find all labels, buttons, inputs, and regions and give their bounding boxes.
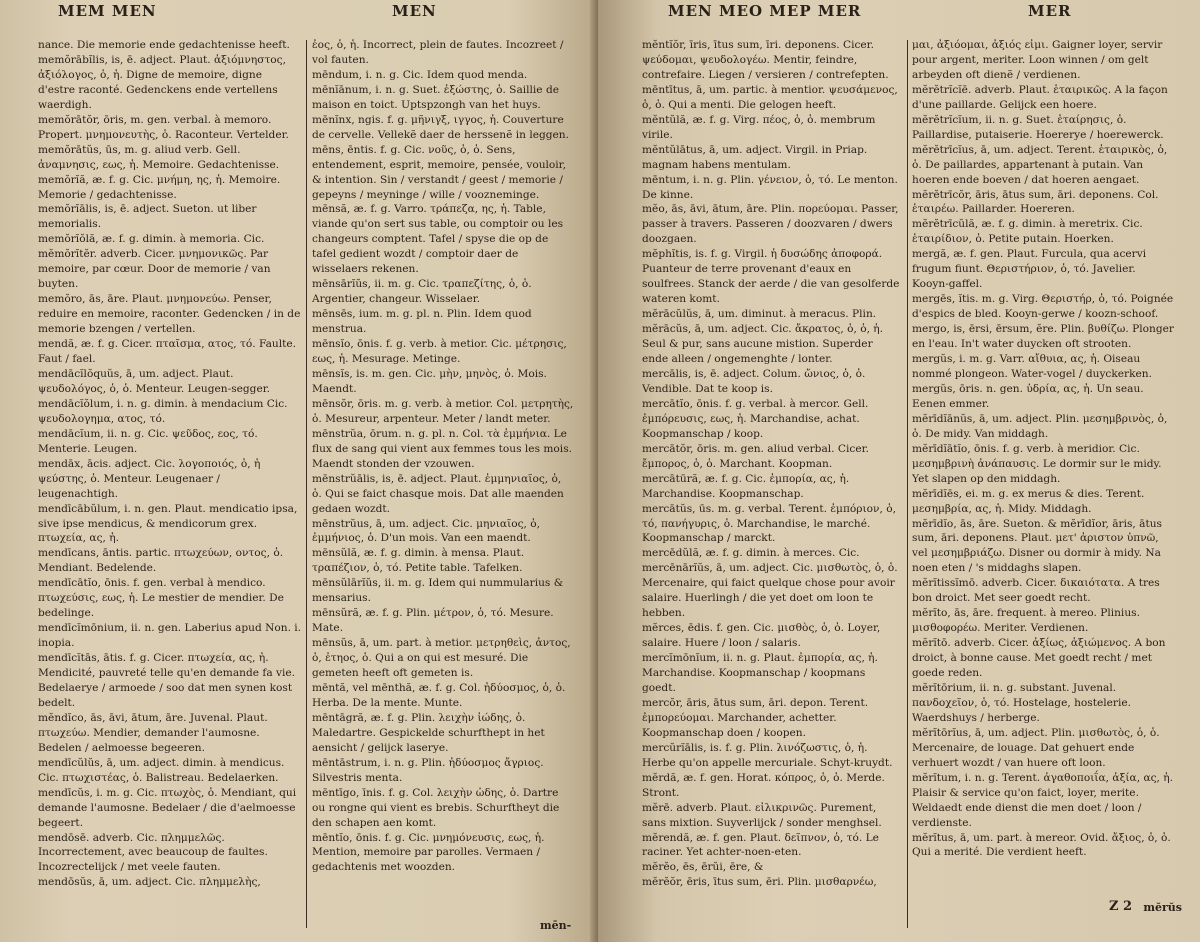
dictionary-entry: mĕrĕtrĭcĭē. adverb. Plaut. ἑταιρικῶς. A la façon d'une paillarde. Gelijck een hoere. (912, 83, 1168, 111)
dictionary-entry: mēnsēs, ium. m. g. pl. n. Plin. Idem quod menstrua. (312, 308, 532, 336)
dictionary-entry: mercātŭs, ūs. m. g. verbal. Terent. ἐμπόριον, ὁ, τό, πανήγυρις, ὁ. Marchandise, le marché. Koopmanschap / marckt. (642, 502, 896, 545)
dictionary-entry: mĕrīdĭānŭs, ā, um. adject. Plin. μεσημβρινὸς, ὁ, ὁ. De midy. Van middagh. (912, 412, 1168, 440)
dictionary-entry: mĕrĕtrīcŭlă, æ. f. g. dimin. à meretrix. Cic. ἑταιρίδιον, ὁ. Petite putain. Hoerken. (912, 218, 1143, 246)
dictionary-entry: mĕrācŭlŭs, ā, um. diminut. à meracus. Plin. (642, 308, 877, 321)
dictionary-entry: mĕrīdĭēs, ei. m. g. ex merus & dies. Terent. μεσημβρία, ας, ἡ. Midy. Middagh. (912, 487, 1145, 515)
column-rule (306, 40, 307, 928)
dictionary-entry: mĕrĭtōrĭus, ā, um. adject. Plin. μισθωτὸς, ὁ, ὁ. Mercenaire, de louage. Dat gehuert ende verhuert wozdt / van huere oft loon. (912, 726, 1160, 769)
dictionary-entry: mĕrĭtō. adverb. Cicer. ἀξίως, ἀξιώμενος. A bon droict, à bonne cause. Met goedt recht / met goede reden. (912, 637, 1166, 680)
dictionary-entry: mercēnārĭŭs, ā, um. adject. Cic. μισθωτὸς, ὁ, ὁ. Mercenaire, qui faict quelque chose pour avoir salaire. Huerlingh / die yet doet om loon te hebben. (642, 562, 898, 620)
dictionary-entry: mendāx, ācis. adject. Cic. λογοποιός, ὁ, ἡ ψεύστης, ὁ. Menteur. Leugenaer / leugenachtigh. (38, 457, 261, 500)
dictionary-entry: mercātĭo, ōnis. f. g. verbal. à mercor. Gell. ἐμπόρευσις, εως, ἡ. Marchandise, achat. Koopmanschap / koop. (642, 397, 869, 440)
dictionary-entry: mendīcātĭo, ōnis. f. gen. verbal à mendico. πτωχεύσις, εως, ἡ. Le mestier de mendier. De bedelinge. (38, 577, 284, 620)
dictionary-entry: mendācĭum, ii. n. g. Cic. ψεῦδος, εος, τό. Menterie. Leugen. (38, 427, 258, 455)
dictionary-entry: mergēs, ĭtis. m. g. Virg. Θεριστήρ, ὁ, τό. Poignée d'espics de bled. Kooyn-gerwe / koozn-schoof. (912, 293, 1174, 321)
dictionary-entry: mēntītus, ā, um. partic. à mentior. ψευσάμενος, ὁ, ὁ. Qui a menti. Die gelogen heeft. (642, 83, 898, 111)
left-running-head-1: MEM MEN (58, 2, 157, 20)
dictionary-entry: mēnsă, æ. f. g. Varro. τράπεζα, ης, ἡ. Table, viande qu'on sert sus table, ou comptoir ou les changeurs comptent. Tafel / spyse die op de tafel gedient wozdt / comptoir daer de wisselaers rekenen. (312, 203, 564, 276)
dictionary-entry: mĕrdă, æ. f. gen. Horat. κόπρος, ὁ, ὁ. Merde. Stront. (642, 771, 885, 799)
dictionary-entry: mendīcĭtās, ātis. f. g. Cicer. πτωχεία, ας, ἡ. Mendicité, pauvreté telle qu'en demande fa vie. Bedelaerye / armoede / soo dat men synen kost bedelt. (38, 652, 296, 709)
dictionary-entry: mĕntŭlă, æ. f. g. Virg. πέος, ὁ, ὁ. membrum virile. (642, 113, 876, 141)
left-column-1 (38, 38, 302, 934)
dictionary-entry: memŏrātŏr, ōris, m. gen. verbal. à memoro. Propert. μνημονευτὴς, ὁ. Raconteur. Vertelder. (38, 113, 289, 141)
right-running-head-2: MER (1028, 2, 1072, 20)
dictionary-entry: mĕrces, ēdis. f. gen. Cic. μισθὸς, ὁ, ὁ. Loyer, salaire. Huere / loon / salaris. (642, 622, 881, 650)
dictionary-entry: mĕrĕo, ēs, ērŭi, ēre, & (642, 861, 764, 874)
dictionary-entry: mēnsŭs, ā, um. part. à metior. μετρηθεὶς, ἀντος, ὁ, ἐτηος, ὁ. Qui a on qui est mesuré. Die gemeten heeft oft gemeten is. (312, 637, 571, 680)
right-catchword: mĕrŭs (1143, 901, 1182, 914)
dictionary-entry: nance. Die memorie ende gedachtenisse heeft. (38, 39, 290, 51)
dictionary-entry: mĕntŭlātus, ā, um. adject. Virgil. in Priap. magnam habens mentulam. (642, 143, 868, 171)
dictionary-entry: mēntāstrum, i. n. g. Plin. ἡδύοσμος ἄγριος. Silvestris menta. (312, 756, 544, 784)
dictionary-entry: mĕrācŭs, ā, um. adject. Cic. ἄκρατος, ὁ, ὁ, ἡ. Seul & pur, sans aucune mistion. Superder ende alleen / ongemenghte / lonter. (642, 323, 884, 366)
dictionary-entry: memŏrĭŏlă, æ. f. g. dimin. à memoria. Cic. (38, 233, 265, 246)
dictionary-entry: mĕrĭtum, i. n. g. Terent. ἀγαθοποιΐα, ἀξία, ας, ἡ. Plaisir & service qu'on faict, loyer, merite. Weldaedt ende dienst die men doet / loon / verdienste. (912, 771, 1173, 829)
dictionary-entry: mergŭs, i. m. g. Varr. αἴθυια, ας, ἡ. Oiseau nommé plongeon. Water-vogel / duyckerken. (912, 353, 1152, 380)
dictionary-entry: memŏrābĭlis, is, ē. adject. Plaut. ἀξιόμνηστος, ἀξιόλογος, ὁ, ἡ. Digne de memoire, digne d'estre raconté. Gedenckens ende vertellens waerdigh. (38, 53, 286, 111)
right-page (598, 0, 1200, 942)
dictionary-entry: memŏrātŭs, ūs, m. g. aliud verb. Gell. ἀναμνησις, εως, ἡ. Memoire. Gedachtenisse. (38, 143, 280, 171)
dictionary-entry: mĕrīdĭātĭo, ōnis. f. g. verb. à meridior. Cic. μεσημβρινὴ ἀνάπαυσις. Le dormir sur le midy. Yet slapen op den middagh. (912, 442, 1162, 485)
dictionary-entry: μαι, ἀξιόομαι, ἀξιός εἰμι. Gaigner loyer, servir pour argent, meriter. Loon winnen / om gelt arbeyden oft dienẽ / verdienen. (912, 39, 1163, 81)
dictionary-entry: mēnsŭră, æ. f. g. Plin. μέτρον, ὁ, τό. Mesure. Mate. (312, 607, 554, 635)
dictionary-entry: mēntă, vel mēnthă, æ. f. g. Col. ἡδύοσμος, ὁ, ὁ. Herba. De la mente. Munte. (312, 681, 566, 709)
dictionary-entry: mēnsŏr, ōris. m. g. verb. à metior. Col. μετρητὴς, ὁ. Mesureur, arpenteur. Meter / landt meter. (312, 397, 574, 425)
dictionary-entry: mĕrĭtissĭmō. adverb. Cicer. δικαιότατα. A tres bon droict. Met seer goedt recht. (912, 577, 1160, 605)
dictionary-entry: mĕrendă, æ. f. gen. Plaut. δεῖπνον, ὁ, τό. Le raciner. Yet achter-noen-eten. (642, 831, 879, 859)
dictionary-entry: mĕrĭtus, ā, um. part. à mereor. Ovid. ἄξιος, ὁ, ὁ. Qui a merité. Die verdient heeft. (912, 831, 1171, 859)
dictionary-entry: mercŭrĭālis, is. f. g. Plin. λινόζωστις, ὁ, ἡ. Herbe qu'on appelle mercuriale. Schyt-kruydt. (642, 741, 893, 769)
dictionary-entry: mercātŏr, ōris. m. gen. aliud verbal. Cicer. ἔμπορος, ὁ, ὁ. Marchant. Koopman. (642, 442, 869, 470)
dictionary-entry: mĕntĭŏr, īris, ītus sum, īri. deponens. Cicer. ψεύδομαι, ψευδολογέω. Mentir, feindre, contrefaire. Liegen / versieren / contrefepten. (642, 39, 889, 81)
left-page (0, 0, 598, 942)
dictionary-entry: mercālis, is, ē. adject. Colum. ὤνιος, ὁ, ὁ. Vendible. Dat te koop is. (642, 367, 866, 395)
dictionary-entry: mēnstrŭālis, is, ē. adject. Plaut. ἐμμηνιαῖος, ὁ, ὁ. Qui se faict chasque mois. Dat alle maenden gedaen wozdt. (312, 472, 564, 515)
dictionary-entry: mendīcŭs, i. m. g. Cic. πτωχὸς, ὁ. Mendiant, qui demande l'aumosne. Bedelaer / die d'aelmoesse begeert. (38, 786, 297, 829)
dictionary-entry: mĕrĕtrĭcĭum, ii. n. g. Suet. ἑταίρησις, ὁ. Paillardise, putaiserie. Hoererye / hoerewerck. (912, 113, 1164, 141)
dictionary-entry: mĕrĕŏr, ēris, ītus sum, ēri. Plin. μισθαρνέω, (642, 876, 877, 889)
dictionary-entry: mendīcŭlŭs, ā, um. adject. dimin. à mendicus. Cic. πτωχιστέας, ὁ. Balistreau. Bedelaerken. (38, 756, 285, 784)
dictionary-entry: mercātūră, æ. f. g. Cic. ἐμπορία, ας, ἡ. Marchandise. Koopmanschap. (642, 472, 850, 500)
dictionary-entry: mendīcĭmōnium, ii. n. gen. Laberius apud Non. i. inopia. (38, 622, 302, 650)
dictionary-entry: mēnĭānum, i. n. g. Suet. ἐξώστης, ὁ. Saillie de maison en toict. Uptspzongh van het huys. (312, 83, 559, 111)
dictionary-entry: memŏro, ās, āre. Plaut. μνημονεύω. Penser, reduire en memoire, raconter. Gedencken / in de memorie bzengen / vertellen. (38, 293, 301, 336)
dictionary-entry: mĕphĭtis, is. f. g. Virgil. ἡ δυσώδης ἀποφορά. Puanteur de terre provenant d'eaux en soulfrees. Stanck der aerde / die van gesolferde wateren komt. (642, 248, 900, 306)
dictionary-entry: mendīcans, āntis. partic. πτωχεύων, οντος, ὁ. Mendiant. Bedelende. (38, 547, 284, 575)
dictionary-entry: mēnsŭlă, æ. f. g. dimin. à mensa. Plaut. τραπέζιον, ὁ, τό. Petite table. Tafelken. (312, 547, 525, 575)
dictionary-entry: ἐος, ὁ, ἡ. Incorrect, plein de fautes. Incozreet / vol fauten. (312, 39, 564, 66)
dictionary-entry: mendōsŭs, ā, um. adject. Cic. πλημμελὴς, (38, 876, 261, 889)
dictionary-entry: mendīcābŭlum, i. n. gen. Plaut. mendicatio ipsa, sive ipse mendicus, & mendicorum grex. πτωχεία, ας, ἡ. (38, 502, 298, 545)
column-rule (907, 40, 908, 928)
dictionary-entry: mendācĭlŏquŭs, ā, um. adject. Plaut. ψευδολόγος, ὁ, ὁ. Menteur. Leugen-segger. (38, 367, 270, 395)
dictionary-entry: mercĭmōnĭum, ii. n. g. Plaut. ἐμπορία, ας, ἡ. Marchandise. Koopmanschap / koopmans goedt. (642, 652, 878, 694)
dictionary-entry: mēns, ēntis. f. g. Cic. νοῦς, ὁ, ὁ. Sens, entendement, esprit, memoire, pensée, vouloir, & intention. Sin / verstandt / geest / memorie / gepeyns / meyninge / wille / voozneminge. (312, 143, 566, 201)
dictionary-entry: mēnsārĭŭs, ii. m. g. Cic. τραπεζίτης, ὁ, ὁ. Argentier, changeur. Wisselaer. (312, 278, 532, 306)
dictionary-entry: mĕrīdĭo, ās, āre. Sueton. & mĕrīdĭor, āris, ātus sum, āri. deponens. Plaut. μετ' ἀριστον ὑπνῶ, vel μεσημβριάζω. Disner ou dormir à midy. Na noen eten / 's middaghs slapen. (912, 517, 1162, 575)
dictionary-entry: mēnstrŭus, ā, um. adject. Cic. μηνιαῖος, ὁ, ἐμμήνιος, ὁ. D'un mois. Van een maendt. (312, 517, 541, 545)
dictionary-entry: mēnsĭo, ōnis. f. g. verb. à metior. Cic. μέτρησις, εως, ἡ. Mesurage. Metinge. (312, 338, 567, 366)
left-catchword: mēn- (540, 919, 572, 932)
right-column-1 (642, 38, 902, 934)
dictionary-entry: mēnsŭlārĭŭs, ii. m. g. Idem qui nummularius & mensarius. (312, 577, 564, 605)
dictionary-entry: mēnstrŭa, ōrum. n. g. pl. n. Col. τὰ ἐμμήνια. Le flux de sang qui vient aux femmes tous les mois. Maendt stonden der vzouwen. (312, 427, 572, 470)
right-running-head-1: MEN MEO MEP MER (668, 2, 862, 20)
dictionary-entry: mĕrĕtrīcŏr, āris, ātus sum, āri. deponens. Col. ἑταιρέω. Paillarder. Hoereren. (912, 188, 1159, 216)
dictionary-entry: mēnsĭs, is. m. gen. Cic. μὴν, μηνὸς, ὁ. Mois. Maendt. (312, 367, 547, 395)
dictionary-entry: mĕrē. adverb. Plaut. εἰλικρινῶς. Purement, sans mixtion. Suyverlijck / sonder menghsel. (642, 801, 882, 829)
signature-mark: Z 2 (1108, 899, 1132, 914)
dictionary-entry: mēndum, i. n. g. Cic. Idem quod menda. (312, 68, 528, 81)
dictionary-entry: mendă, æ. f. g. Cicer. πταῖσμα, ατος, τό. Faulte. Faut / fael. (38, 338, 297, 366)
left-column-2 (312, 38, 574, 934)
dictionary-entry: memŏrĭālis, is, ē. adject. Sueton. ut liber memorialis. (38, 203, 257, 231)
dictionary-entry: mercēdŭlă, æ. f. g. dimin. à merces. Cic. (642, 547, 860, 560)
dictionary-entry: mergă, æ. f. gen. Plaut. Furcula, qua acervi frugum fiunt. Θεριστήριον, ὁ, τό. Javelier. Kooyn-gaffel. (912, 248, 1147, 291)
dictionary-entry: mēntīgo, īnis. f. g. Col. λειχὴν ὠδης, ὁ. Dartre ou rongne qui vient es brebis. Schurftheyt die den schapen aen komt. (312, 786, 560, 829)
dictionary-entry: mercŏr, āris, ātus sum, āri. depon. Terent. ἐμπορεύομαι. Marchander, achetter. Koopmanschap doen / koopen. (642, 696, 869, 739)
dictionary-entry: mēntum, i. n. g. Plin. γένειον, ὁ, τό. Le menton. De kinne. (642, 173, 898, 201)
dictionary-entry: mēntāgră, æ. f. g. Plin. λειχὴν ἰώδης, ὁ. Maledartre. Gespickelde schurfthept in het aensicht / gelijck laserye. (312, 711, 545, 754)
dictionary-entry: mĕndĭco, ās, āvi, ātum, āre. Juvenal. Plaut. πτωχεύω. Mendier, demander l'aumosne. Bedelen / aelmoesse begeeren. (38, 711, 268, 754)
dictionary-entry: mēnĭnx, ngis. f. g. μῆνιγξ, ιγγος, ἡ. Couverture de cervelle. Vellekẽ daer de herssenẽ in leggen. (312, 113, 570, 141)
dictionary-entry: memŏrĭă, æ. f. g. Cic. μνήμη, ης, ἡ. Memoire. Memorie / gedachtenisse. (38, 173, 281, 201)
dictionary-entry: mĕo, ās, āvi, ātum, āre. Plin. πορεύομαι. Passer, passer à travers. Passeren / doozvaren / dwers doozgaen. (642, 203, 899, 246)
dictionary-entry: mĕrĕtrīcĭus, ā, um. adject. Terent. ἑταιρικὸς, ὁ, ὁ. De paillardes, appartenant à putain. Van hoeren ende boeven / dat hoeren aengaet. (912, 143, 1168, 186)
dictionary-entry: mendācĭŏlum, i. n. g. dimin. à mendacium Cic. ψευδολογημα, ατος, τό. (38, 397, 288, 425)
dictionary-entry: mendōsē. adverb. Cic. πλημμελῶς. Incorrectement, avec beaucoup de faultes. Incozrectelijck / met veele fauten. (38, 831, 268, 874)
left-running-head-2: MEN (392, 2, 437, 20)
dictionary-entry: mĕrĭto, ās, āre. frequent. à mereo. Plinius. μισθοφορέω. Meriter. Verdienen. (912, 607, 1140, 635)
dictionary-entry: mēntĭo, ōnis. f. g. Cic. μνημόνευσις, εως, ἡ. Mention, memoire par parolles. Vermaen / gedachtenis met woozden. (312, 831, 545, 874)
right-column-2 (912, 38, 1174, 934)
dictionary-entry: mĕrĭtōrium, ii. n. g. substant. Juvenal. πανδοχεῖον, ὁ, τό. Hostelage, hostelerie. Waerdshuys / herberge. (912, 681, 1131, 724)
dictionary-entry: mergo, is, ērsi, ērsum, ĕre. Plin. βυθίζω. Plonger en l'eau. In't water duycken oft strooten. (912, 323, 1174, 351)
dictionary-entry: mergŭs, ōris. n. gen. ὑδρία, ας, ἡ. Un seau. Eenen emmer. (912, 382, 1144, 410)
dictionary-entry: mĕmŏrĭtĕr. adverb. Cicer. μνημονικῶς. Par memoire, par cœur. Door de memorie / van buyten. (38, 248, 271, 291)
